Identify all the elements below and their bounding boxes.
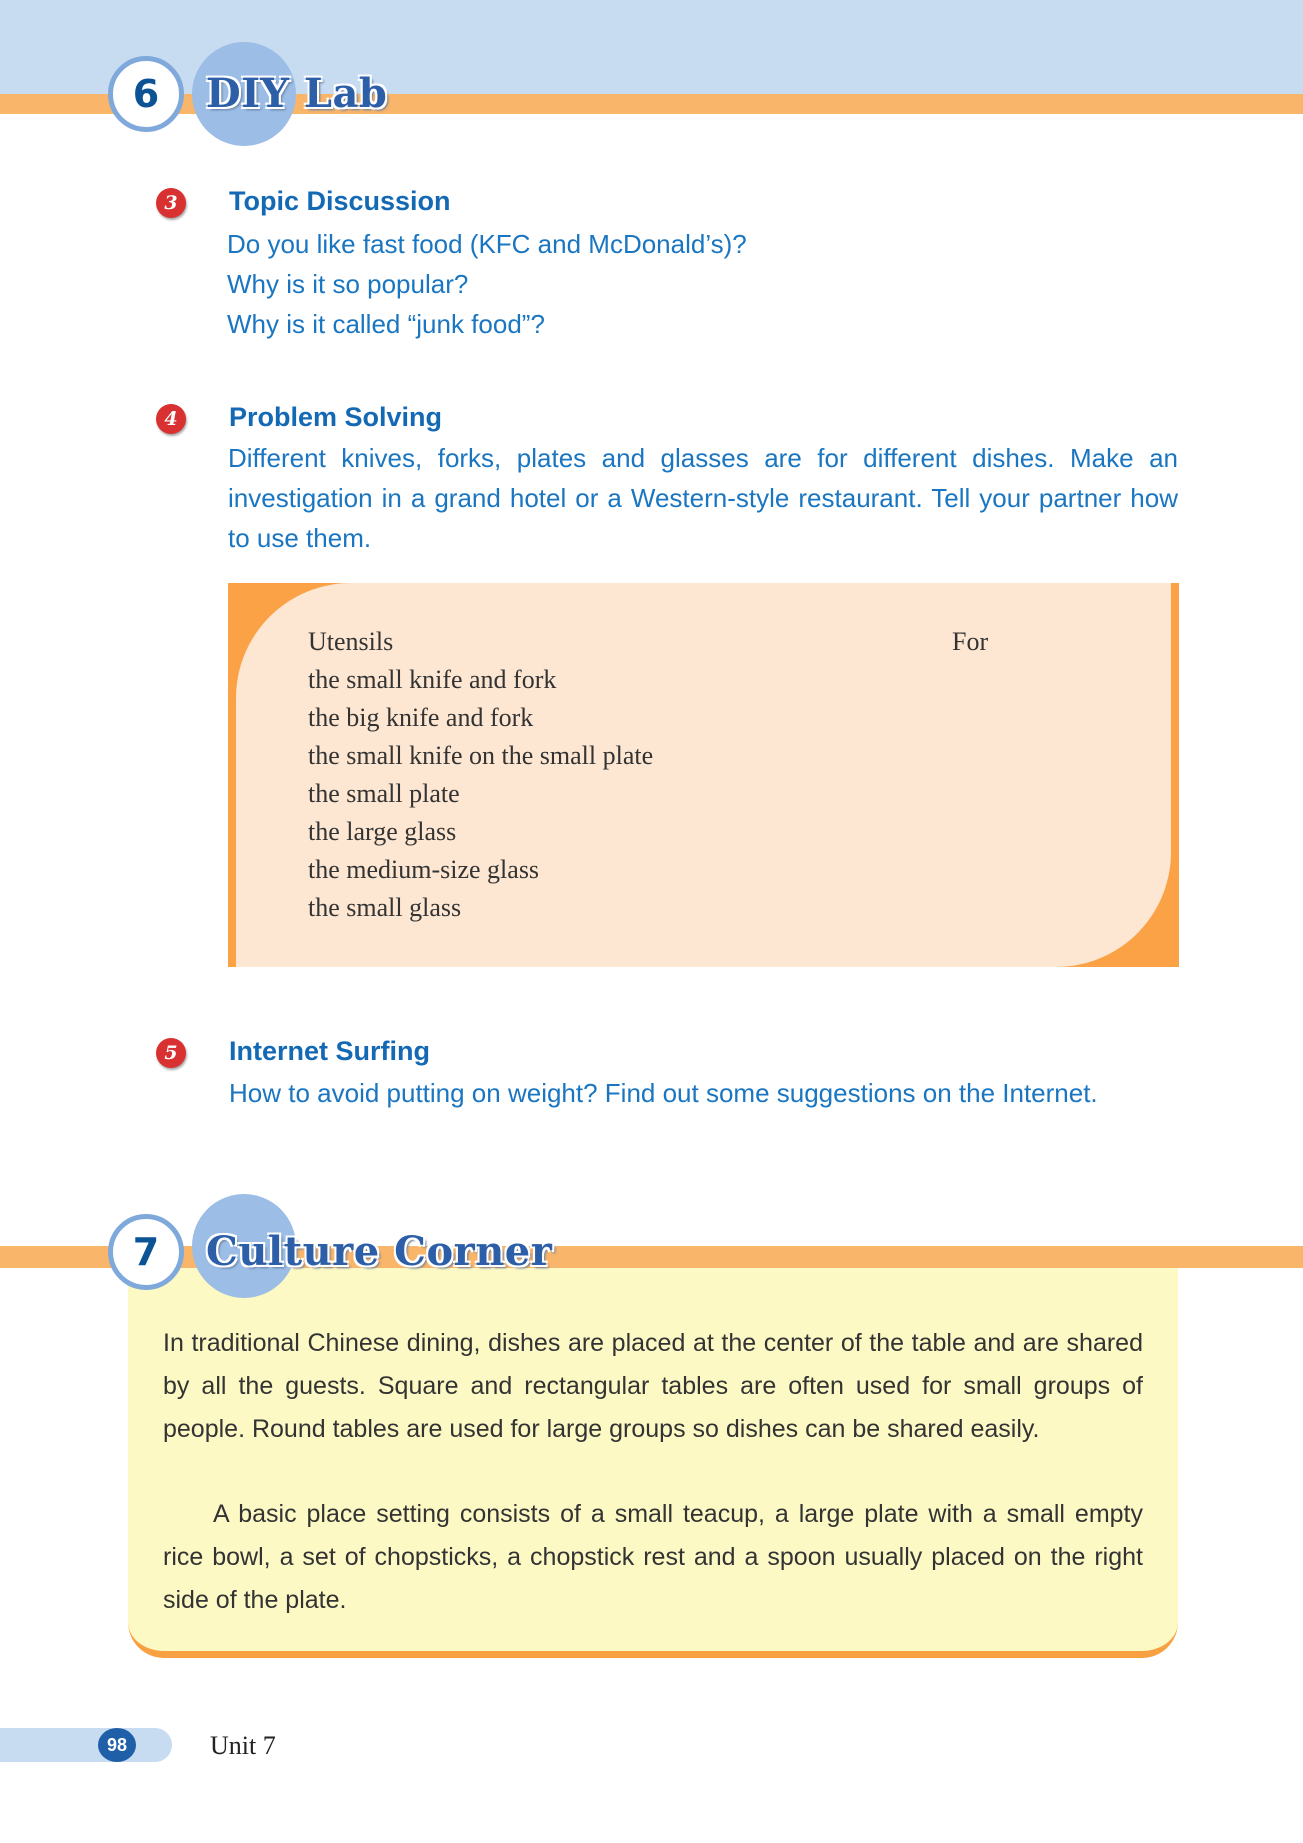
page-number: 98 <box>98 1728 136 1762</box>
section-number-badge: 6 <box>108 56 184 132</box>
culture-paragraph: A basic place setting consists of a small teacup, a large plate with a small empty rice bowl, a set of chopsticks, a chopstick rest and a spoon usually placed on the right side of the plate. <box>163 1500 1143 1614</box>
utensil-row: the small glass <box>308 893 462 922</box>
utensil-row: the small knife on the small plate <box>308 741 654 770</box>
problem-solving-text: Different knives, forks, plates and glasses are for different dishes. Make an investigation in a grand hotel or a Western-style restaurant. Tell your partner how to use them. <box>228 443 1178 553</box>
item-number-badge: 5 <box>156 1038 186 1068</box>
section-number-badge: 7 <box>108 1214 184 1290</box>
footer-bar <box>0 1728 172 1762</box>
utensil-row: the medium-size glass <box>308 855 540 884</box>
discussion-question: Why is it called “junk food”? <box>227 309 545 339</box>
item-title-problem-solving: Problem Solving <box>229 402 443 432</box>
discussion-question: Why is it so popular? <box>227 269 469 299</box>
internet-surfing-text: How to avoid putting on weight? Find out some suggestions on the Internet. <box>229 1078 1098 1108</box>
culture-paragraph: In traditional Chinese dining, dishes are placed at the center of the table and are shared by all the guests. Square and rectangular tables are often used for small groups of people. Round tables are used for large groups so dishes can be shared easily. <box>163 1329 1143 1443</box>
item-number-badge: 3 <box>156 188 186 218</box>
unit-label: Unit 7 <box>210 1731 276 1760</box>
item-title-internet-surfing: Internet Surfing <box>229 1036 430 1066</box>
discussion-question: Do you like fast food (KFC and McDonald’s)? <box>227 229 747 259</box>
utensil-row: the small knife and fork <box>308 665 557 694</box>
item-title-topic-discussion: Topic Discussion <box>229 186 451 216</box>
section-title: Culture Corner <box>206 1228 553 1275</box>
utensil-row: the large glass <box>308 817 457 846</box>
item-number-badge: 4 <box>156 404 186 434</box>
utensil-row: the big knife and fork <box>308 703 534 732</box>
for-header: For <box>952 627 989 656</box>
utensil-row: the small plate <box>308 779 460 808</box>
section-title: DIY Lab <box>206 70 388 117</box>
utensils-header: Utensils <box>308 627 394 656</box>
